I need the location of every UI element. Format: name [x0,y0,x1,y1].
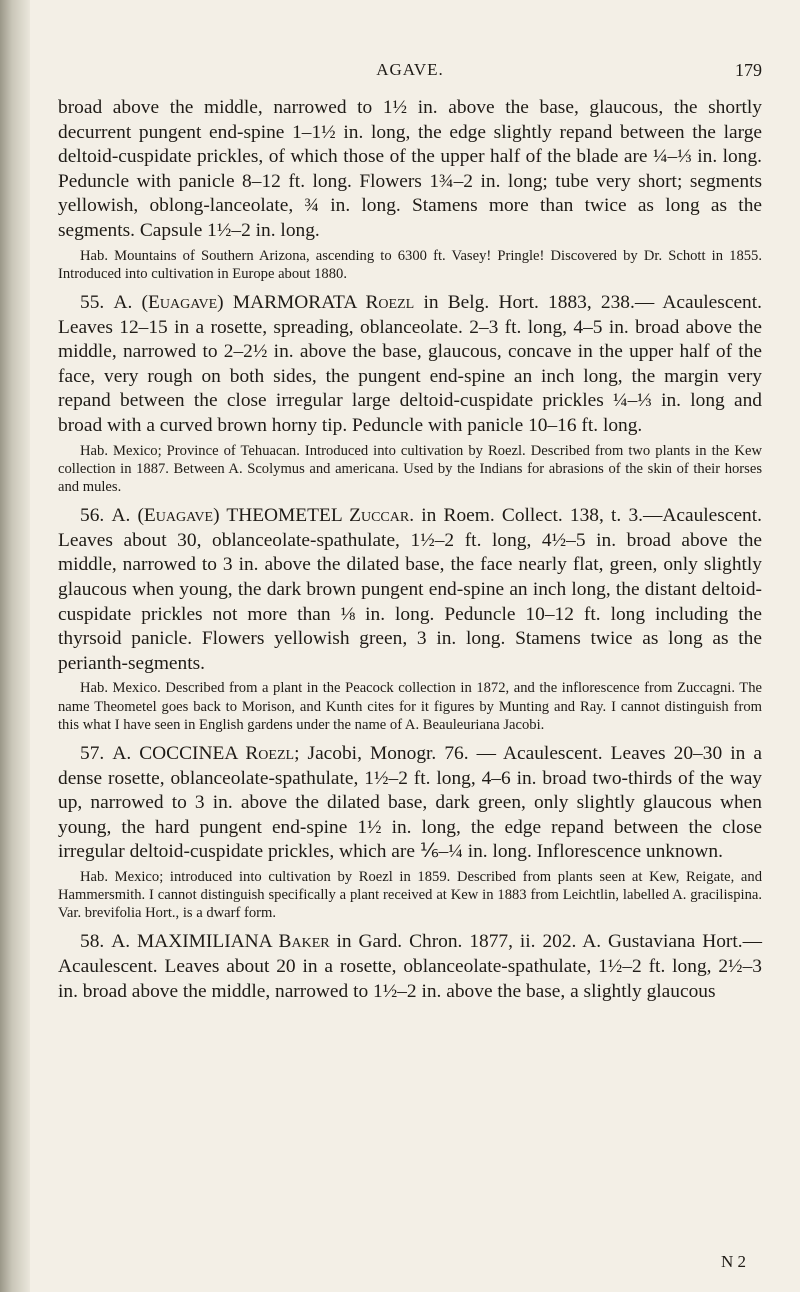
running-title: AGAVE. [376,60,444,79]
species-description [58,742,762,865]
species-number: 58. [80,931,105,953]
species-text: Jacobi, Monogr. 76. — Acaulescent. Leaves 20–30 in a dense rosette, oblanceolate-spathulate, 1½–2 ft. long, 4–6 in. broad two-thirds of the way up, narrowed to 3 in. above the dilated base, dark green, only slightly glaucous when young, the hard pungent end-spine 1½ in. long, the edge repand between the close irregular deltoid-cuspidate prickles, which are ⅙–¼ in. long. Inflorescence unknown. [58,742,762,863]
species-name: A. MAXIMILIANA Baker [111,931,330,953]
species-entry-58 [58,930,762,1004]
book-spine-shadow [0,0,30,1292]
species-note: Hab. Mexico; introduced into cultivation by Roezl in 1859. Described from plants seen at Kew, Reigate, and Hammersmith. I cannot distinguish specifically a plant received at Kew in 1883 from Leichtlin, labelled A. gracilispina. Var. brevifolia Hort., is a dwarf form. [58,868,762,922]
species-note: Hab. Mexico; Province of Tehuacan. Introduced into cultivation by Roezl. Described from two plants in the Kew collection in 1887. Between A. Scolymus and americana. Used by the Indians for abrasions of the skin of their horses and mules. [58,442,762,495]
species-number: 57. [80,742,105,764]
intro-habitat-note: Hab. Mountains of Southern Arizona, ascending to 6300 ft. Vasey! Pringle! Discovered by Dr. Schott in 1855. Introduced into cultivation in Europe about 1880. [58,247,762,282]
page-number: 179 [735,60,762,80]
species-description [58,930,762,1004]
species-name: A. (Euagave) MARMORATA Roezl [113,291,415,313]
species-text: in Roem. Collect. 138, t. 3.—Acaulescent. Leaves about 30, oblanceolate-spathulate, 1½–2 ft. long, 4½–5 in. broad above the middle, narrowed to 3 in. above the dilated base, the face nearly flat, green, only slightly glaucous when young, the dark brown pungent end-spine an inch long, the distant deltoid-cuspidate prickles not more than ⅛ in. long. Peduncle 10–12 ft. long including the thyrsoid panicle. Flowers yellowish green, 3 in. long. Stamens twice as long as the perianth-segments. [58,505,762,674]
page [58,60,762,1004]
species-text: in Belg. Hort. 1883, 238.— Acaulescent. Leaves 12–15 in a rosette, spreading, oblanceolate. 2–3 ft. long, 4–5 in. broad above the middle, narrowed to 2–2½ in. above the base, glaucous, concave in the upper half of the face, very rough on both sides, the pungent end-spine an inch long, the margin very repand between the close irregular large deltoid-cuspidate prickles ¼–⅓ in. long and broad with a curved brown horny tip. Peduncle with panicle 10–16 ft. long. [58,291,762,436]
species-entry-55 [58,291,762,496]
page-header [58,60,762,96]
signature-mark: N 2 [720,1252,746,1271]
species-entry-57 [58,742,762,923]
intro-paragraph: broad above the middle, narrowed to 1½ in. above the base, glaucous, the shortly decurrent pungent end-spine 1–1½ in. long, the edge slightly repand between the large deltoid-cuspidate prickles, of which those of the upper half of the blade are ¼–⅓ in. long. Peduncle with panicle 8–12 ft. long. Flowers 1¾–2 in. long; tube very short; segments yellowish, oblong-lanceolate, ¾ in. long. Stamens more than twice as long as the segments. Capsule 1½–2 in. long. [58,97,762,241]
species-number: 56. [80,505,105,527]
species-description [58,504,762,676]
species-entry-56 [58,504,762,734]
species-name: A. (Euagave) THEOMETEL Zuccar. [111,505,415,527]
species-note: Hab. Mexico. Described from a plant in the Peacock collection in 1872, and the inflorescence from Zuccagni. The name Theometel goes back to Morison, and Kunth cites for it figures by Munting and Ray. I cannot distinguish from this what I have seen in English gardens under the name of A. Beauleuriana Jacobi. [58,680,762,733]
species-text: in Gard. Chron. 1877, ii. 202. A. Gustaviana Hort.—Acaulescent. Leaves about 20 in a rosette, oblanceolate-spathulate, 1½–2 ft. long, 2½–3 in. broad above the middle, narrowed to 1½–2 in. above the base, a slightly glaucous [58,931,762,1002]
species-number: 55. [80,291,105,313]
species-description [58,291,762,439]
species-name: A. COCCINEA Roezl; [112,742,300,764]
